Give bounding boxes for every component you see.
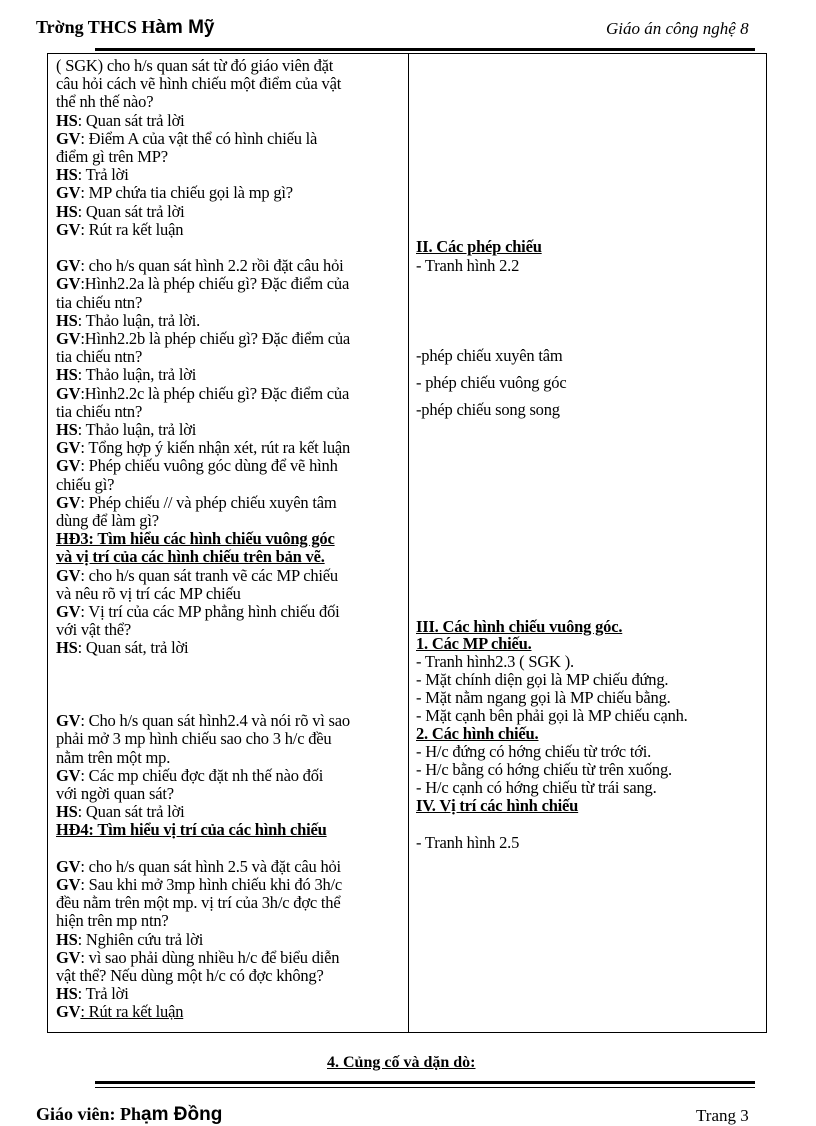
dialogue-line <box>56 275 406 293</box>
teacher-prefix: Giáo viên: Ph <box>36 1104 142 1124</box>
line-text: : MP chứa tia chiếu gọi là mp gì? <box>80 183 293 203</box>
activity-heading <box>56 821 406 839</box>
line-text: thể nh thế nào? <box>56 92 154 112</box>
dialogue-line <box>56 712 406 730</box>
dialogue-line <box>56 476 406 494</box>
line-text: : Quan sát, trả lời <box>77 638 189 658</box>
line-text: hiện trên mp ntn? <box>56 911 169 931</box>
projection-type: -phép chiếu song song <box>416 400 560 419</box>
speaker-label: GV <box>56 256 81 276</box>
speaker-label: GV <box>56 711 81 731</box>
line-text: : cho h/s quan sát tranh vẽ các MP chiếu <box>80 565 338 585</box>
line-text: : Rút ra kết luận <box>80 1002 184 1022</box>
subsection-2-line: - H/c bằng có hớng chiếu từ trên xuống. <box>416 760 672 779</box>
line-text: ( SGK) cho h/s quan sát từ đó giáo viên đặt <box>56 56 334 75</box>
dialogue-line <box>56 403 406 421</box>
speaker-label: GV <box>56 602 81 622</box>
table-column-divider <box>408 53 409 1033</box>
subsection-1-line: - Mặt cạnh bên phải gọi là MP chiếu cạnh. <box>416 706 688 725</box>
dialogue-line <box>56 457 406 475</box>
line-text: tia chiếu ntn? <box>56 401 143 421</box>
dialogue-line <box>56 931 406 949</box>
line-text: : Phép chiếu // và phép chiếu xuyên tâm <box>80 492 337 512</box>
line-text: với ngời quan sát? <box>56 784 174 804</box>
dialogue-line <box>56 294 406 312</box>
footer-rule <box>95 1081 755 1084</box>
line-text: : Sau khi mở 3mp hình chiếu khi đó 3h/c <box>80 875 343 895</box>
speaker-label: HS <box>56 802 78 822</box>
line-text: : cho h/s quan sát hình 2.5 và đặt câu hỏi <box>80 856 341 876</box>
dialogue-line <box>56 639 406 657</box>
subsection-1-line: - Mặt nằm ngang gọi là MP chiếu bằng. <box>416 688 671 707</box>
speaker-label: GV <box>56 183 81 203</box>
dialogue-line <box>56 876 406 894</box>
header-rule <box>95 48 755 51</box>
teacher-surname: ạm Đồng <box>141 1104 223 1125</box>
speaker-label: GV <box>56 565 81 585</box>
dialogue-line <box>56 203 406 221</box>
projection-type: - phép chiếu vuông góc <box>416 373 567 392</box>
teacher-student-activities <box>56 57 406 1022</box>
line-text: : cho h/s quan sát hình 2.2 rồi đặt câu hỏi <box>80 256 344 276</box>
page-number: Trang 3 <box>696 1106 749 1125</box>
dialogue-line <box>56 730 406 748</box>
school-name: àm Mỹ <box>155 17 215 38</box>
line-text: : Thảo luận, trả lời <box>77 420 197 440</box>
dialogue-line <box>56 130 406 148</box>
speaker-label: GV <box>56 1002 81 1022</box>
line-text: câu hỏi cách vẽ hình chiếu một điểm của vật <box>56 74 342 94</box>
dialogue-line <box>56 858 406 876</box>
blank-line <box>56 694 406 712</box>
dialogue-line <box>56 57 406 75</box>
line-text: : Quan sát trả lời <box>77 110 185 130</box>
speaker-label: HS <box>56 165 78 185</box>
speaker-label: HS <box>56 984 78 1004</box>
speaker-label: GV <box>56 456 81 476</box>
line-text: : Phép chiếu vuông góc dùng để vẽ hình <box>80 456 338 476</box>
activity-heading <box>56 548 406 566</box>
section-2-heading: II. Các phép chiếu <box>416 237 542 256</box>
speaker-label: GV <box>56 492 81 512</box>
speaker-label: GV <box>56 856 81 876</box>
line-text: : Trả lời <box>77 984 129 1004</box>
subsection-1-line: - Mặt chính diện gọi là MP chiếu đứng. <box>416 670 669 689</box>
section-2-figure: - Tranh hình 2.2 <box>416 256 520 275</box>
subsection-1-line: - Tranh hình2.3 ( SGK ). <box>416 652 574 671</box>
projection-type: -phép chiếu xuyên tâm <box>416 346 563 365</box>
dialogue-line <box>56 567 406 585</box>
speaker-label: GV <box>56 329 81 349</box>
speaker-label: HS <box>56 310 78 330</box>
subsection-2-line: - H/c đứng có hớng chiếu từ trớc tới. <box>416 742 652 761</box>
line-text: : Nghiên cứu trả lời <box>77 929 204 949</box>
blank-line <box>56 239 406 257</box>
speaker-label: HS <box>56 110 78 130</box>
dialogue-line <box>56 75 406 93</box>
section-4-title: 4. Củng cố và dặn dò: <box>327 1054 476 1071</box>
line-text: vật thể? Nếu dùng một h/c có đợc không? <box>56 966 324 986</box>
line-text: : Quan sát trả lời <box>77 802 185 822</box>
dialogue-line <box>56 512 406 530</box>
section-4-heading: IV. Vị trí các hình chiếu <box>416 796 579 815</box>
line-text: tia chiếu ntn? <box>56 347 143 367</box>
school-header <box>36 17 214 39</box>
dialogue-line <box>56 1003 406 1021</box>
speaker-label: HS <box>56 929 78 949</box>
school-prefix: Trờng THCS H <box>36 17 156 37</box>
speaker-label: GV <box>56 219 81 239</box>
speaker-label: GV <box>56 765 81 785</box>
dialogue-line <box>56 912 406 930</box>
speaker-label: GV <box>56 274 81 294</box>
line-text: tia chiếu ntn? <box>56 292 143 312</box>
document-title: Giáo án công nghệ 8 <box>606 19 749 38</box>
subsection-1-heading: 1. Các MP chiếu. <box>416 634 532 653</box>
speaker-label: GV <box>56 875 81 895</box>
line-text: và nêu rõ vị trí các MP chiếu <box>56 583 241 603</box>
speaker-label: HS <box>56 420 78 440</box>
dialogue-line <box>56 93 406 111</box>
line-text: : Tìm hiểu vị trí của các hình chiếu <box>88 820 327 840</box>
dialogue-line <box>56 421 406 439</box>
line-text: : Cho h/s quan sát hình2.4 và nói rõ vì sao <box>80 711 350 731</box>
line-text: điểm gì trên MP? <box>56 147 168 167</box>
line-text: : Tổng hợp ý kiến nhận xét, rút ra kết luận <box>80 438 351 458</box>
line-text: :Hình2.2c là phép chiếu gì? Đặc điểm của <box>80 383 350 403</box>
dialogue-line <box>56 767 406 785</box>
footer-rule-thin <box>95 1087 755 1088</box>
dialogue-line <box>56 439 406 457</box>
dialogue-line <box>56 348 406 366</box>
line-text: đều nằm trên một mp. vị trí của 3h/c đợc thể <box>56 893 341 913</box>
line-text: phải mở 3 mp hình chiếu sao cho 3 h/c đều <box>56 729 332 749</box>
line-text: : Các mp chiếu đợc đặt nh thế nào đối <box>80 765 324 785</box>
line-text: : Trả lời <box>77 165 129 185</box>
subsection-2-heading: 2. Các hình chiếu. <box>416 724 539 743</box>
line-text: với vật thể? <box>56 620 132 640</box>
line-text: : Thảo luận, trả lời <box>77 365 197 385</box>
line-text: và vị trí của các hình chiếu trên bản vẽ. <box>56 547 325 567</box>
speaker-label: HĐ3 <box>56 529 89 549</box>
dialogue-line <box>56 385 406 403</box>
section-3-heading: III. Các hình chiếu vuông góc. <box>416 617 623 636</box>
speaker-label: GV <box>56 947 81 967</box>
activity-heading <box>56 530 406 548</box>
blank-line <box>56 658 406 676</box>
dialogue-line <box>56 585 406 603</box>
dialogue-line <box>56 366 406 384</box>
line-text: nằm trên một mp. <box>56 747 171 767</box>
dialogue-line <box>56 949 406 967</box>
line-text: : Tìm hiểu các hình chiếu vuông góc <box>88 529 335 549</box>
dialogue-line <box>56 330 406 348</box>
dialogue-line <box>56 749 406 767</box>
dialogue-line <box>56 621 406 639</box>
line-text: dùng để làm gì? <box>56 511 159 531</box>
line-text: :Hình2.2a là phép chiếu gì? Đặc điểm của <box>80 274 350 294</box>
blank-line <box>56 676 406 694</box>
speaker-label: GV <box>56 383 81 403</box>
line-text: : Rút ra kết luận <box>80 219 184 239</box>
section-4-figure: - Tranh hình 2.5 <box>416 833 520 852</box>
dialogue-line <box>56 221 406 239</box>
dialogue-line <box>56 312 406 330</box>
line-text: : vì sao phải dùng nhiều h/c để biểu diễn <box>80 947 340 967</box>
speaker-label: GV <box>56 438 81 458</box>
dialogue-line <box>56 803 406 821</box>
line-text: : Quan sát trả lời <box>77 201 185 221</box>
speaker-label: HS <box>56 201 78 221</box>
speaker-label: HS <box>56 365 78 385</box>
dialogue-line <box>56 894 406 912</box>
dialogue-line <box>56 148 406 166</box>
subsection-2-line: - H/c cạnh có hớng chiếu từ trái sang. <box>416 778 657 797</box>
dialogue-line <box>56 184 406 202</box>
line-text: : Thảo luận, trả lời. <box>77 310 201 330</box>
dialogue-line <box>56 785 406 803</box>
blank-line <box>56 840 406 858</box>
dialogue-line <box>56 112 406 130</box>
dialogue-line <box>56 985 406 1003</box>
line-text: :Hình2.2b là phép chiếu gì? Đặc điểm của <box>80 329 351 349</box>
line-text: chiếu gì? <box>56 474 115 494</box>
line-text: : Vị trí của các MP phẳng hình chiếu đối <box>80 602 340 622</box>
speaker-label: HĐ4 <box>56 820 89 840</box>
line-text: : Điểm A của vật thể có hình chiếu là <box>80 128 318 148</box>
dialogue-line <box>56 494 406 512</box>
speaker-label: GV <box>56 128 81 148</box>
dialogue-line <box>56 166 406 184</box>
dialogue-line <box>56 967 406 985</box>
speaker-label: HS <box>56 638 78 658</box>
dialogue-line <box>56 257 406 275</box>
dialogue-line <box>56 603 406 621</box>
